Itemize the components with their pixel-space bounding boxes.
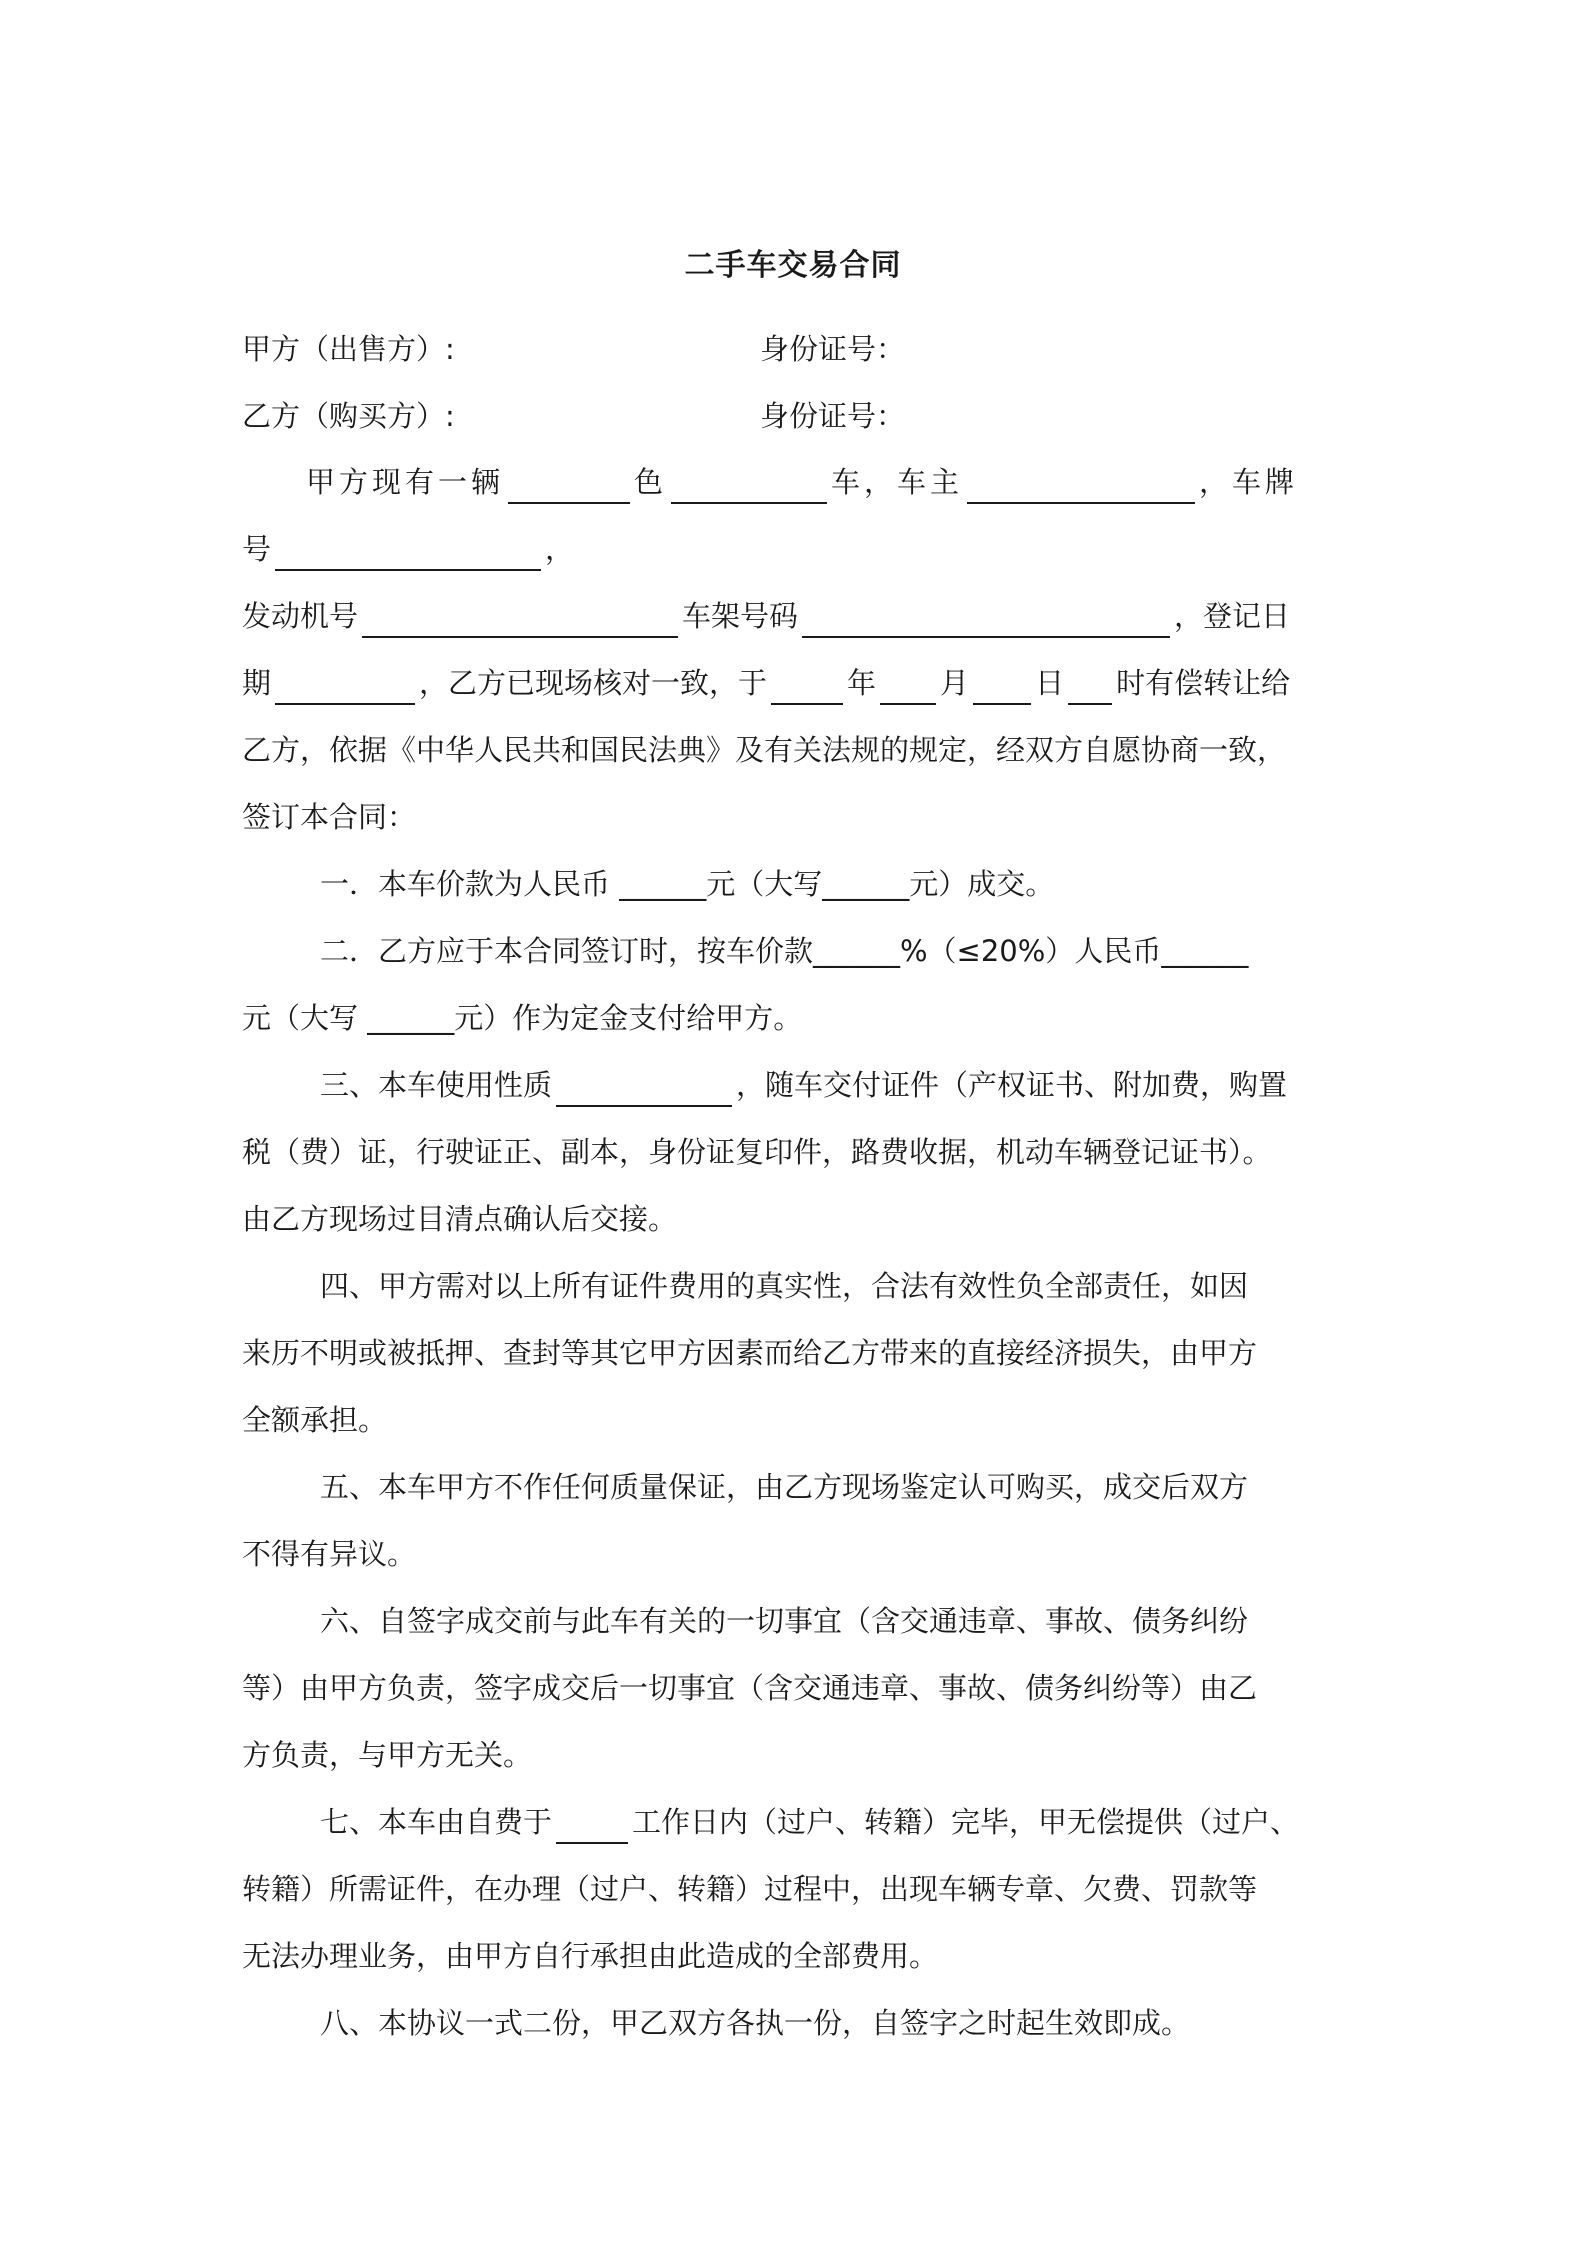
intro-text: 号: [242, 532, 272, 566]
clause-3-line-2: [242, 1130, 1272, 1174]
clause-text: 工作日内（过户、转籍）完毕，甲无偿提供（过户、: [632, 1805, 1300, 1839]
intro-line-4: [242, 661, 1290, 705]
intro-line-2: [242, 527, 574, 571]
clause-7-line-1: [320, 1800, 1299, 1844]
intro-text: ，车牌: [1199, 465, 1299, 499]
clause-4-line-2: [242, 1331, 1257, 1375]
clause-text: 来历不明或被抵押、查封等其它甲方因素而给乙方带来的直接经济损失，由甲方: [242, 1336, 1258, 1370]
intro-text: ，登记日: [1174, 599, 1291, 633]
clause-text: 由乙方现场过目清点确认后交接。: [242, 1202, 678, 1236]
intro-text: 签订本合同：: [242, 800, 417, 834]
clause-text: 元（大写 ______元）作为定金支付给甲方。: [242, 1001, 803, 1035]
clause-3-line-3: [242, 1197, 677, 1241]
party-b-label: 乙方（购买方）:: [242, 399, 455, 433]
clause-text: 等）由甲方负责，签字成交后一切事宜（含交通违章、事故、债务纠纷等）由乙: [242, 1671, 1258, 1705]
intro-line-5: [242, 728, 1286, 772]
clause-text: 四、甲方需对以上所有证件费用的真实性，合法有效性负全部责任，如因: [320, 1269, 1249, 1303]
clause-text: 方负责，与甲方无关。: [242, 1738, 533, 1772]
clause-1: [320, 862, 1054, 906]
month-field[interactable]: [880, 663, 936, 705]
registration-date-field[interactable]: [275, 663, 415, 705]
year-field[interactable]: [771, 663, 843, 705]
intro-text: 年: [847, 666, 877, 700]
clause-4-line-1: [320, 1264, 1248, 1308]
intro-text: 发动机号: [242, 599, 359, 633]
document-title: 二手车交易合同: [684, 248, 902, 283]
intro-line-3: [242, 594, 1290, 638]
intro-text: 时有偿转让给: [1116, 666, 1291, 700]
clause-3-line-1: [320, 1063, 1287, 1107]
intro-text: 乙方，依据《中华人民共和国民法典》及有关法规的规定，经双方自愿协商一致，: [242, 733, 1287, 767]
workdays-field[interactable]: [556, 1802, 628, 1844]
intro-text: ，: [545, 532, 575, 566]
clause-8: [320, 2001, 1190, 2045]
intro-text: ，乙方已现场核对一致，于: [419, 666, 768, 700]
party-a-line: [242, 327, 455, 371]
clause-text: ，随车交付证件（产权证书、附加费，购置: [736, 1068, 1288, 1102]
clause-text: 转籍）所需证件，在办理（过户、转籍）过程中，出现车辆专章、欠费、罚款等: [242, 1872, 1258, 1906]
car-type-field[interactable]: [671, 462, 827, 504]
clause-2-line-2: [242, 996, 802, 1040]
car-color-field[interactable]: [508, 462, 630, 504]
intro-text: 月: [940, 666, 970, 700]
party-a-id-label: 身份证号：: [760, 332, 906, 366]
clause-7-line-2: [242, 1867, 1257, 1911]
party-b-line: [242, 394, 455, 438]
engine-number-field[interactable]: [362, 596, 678, 638]
intro-text: 色: [634, 465, 668, 499]
party-b-id-label: 身份证号：: [760, 399, 906, 433]
intro-text: 期: [242, 666, 272, 700]
clause-text: 八、本协议一式二份，甲乙双方各执一份，自签字之时起生效即成。: [320, 2006, 1191, 2040]
clause-text: 不得有异议。: [242, 1537, 417, 1571]
clause-7-line-3: [242, 1934, 938, 1978]
clause-text: 无法办理业务，由甲方自行承担由此造成的全部费用。: [242, 1939, 939, 1973]
clause-text: 三、本车使用性质: [320, 1068, 553, 1102]
clause-2-line-1: [320, 929, 1248, 973]
clause-text: 二．乙方应于本合同签订时，按车价款______%（≤20%）人民币______: [320, 934, 1249, 968]
clause-text: 五、本车甲方不作任何质量保证，由乙方现场鉴定认可购买，成交后双方: [320, 1470, 1249, 1504]
clause-text: 六、自签字成交前与此车有关的一切事宜（含交通违章、事故、债务纠纷: [320, 1604, 1249, 1638]
clause-5-line-1: [320, 1465, 1248, 1509]
party-a-id-line: [760, 327, 905, 371]
clause-6-line-3: [242, 1733, 532, 1777]
car-owner-field[interactable]: [967, 462, 1195, 504]
clause-text: 七、本车由自费于: [320, 1805, 553, 1839]
clause-4-line-3: [242, 1398, 387, 1442]
intro-line-1: [306, 460, 1298, 504]
clause-5-line-2: [242, 1532, 416, 1576]
clause-text: 全额承担。: [242, 1403, 388, 1437]
frame-number-field[interactable]: [802, 596, 1170, 638]
clause-text: 一．本车价款为人民币 ______元（大写______元）成交。: [320, 867, 1055, 901]
intro-text: 日: [1035, 666, 1065, 700]
party-a-label: 甲方（出售方）:: [242, 332, 455, 366]
clause-text: 税（费）证，行驶证正、副本，身份证复印件，路费收据，机动车辆登记证书）。: [242, 1135, 1272, 1169]
hour-field[interactable]: [1068, 663, 1112, 705]
vehicle-use-field[interactable]: [556, 1065, 732, 1107]
plate-number-field[interactable]: [275, 529, 541, 571]
party-b-id-line: [760, 394, 905, 438]
intro-line-6: [242, 795, 416, 839]
clause-6-line-2: [242, 1666, 1257, 1710]
intro-text: 甲方现有一辆: [306, 465, 505, 499]
day-field[interactable]: [973, 663, 1031, 705]
intro-text: 车，车主: [831, 465, 964, 499]
clause-6-line-1: [320, 1599, 1248, 1643]
intro-text: 车架号码: [682, 599, 799, 633]
